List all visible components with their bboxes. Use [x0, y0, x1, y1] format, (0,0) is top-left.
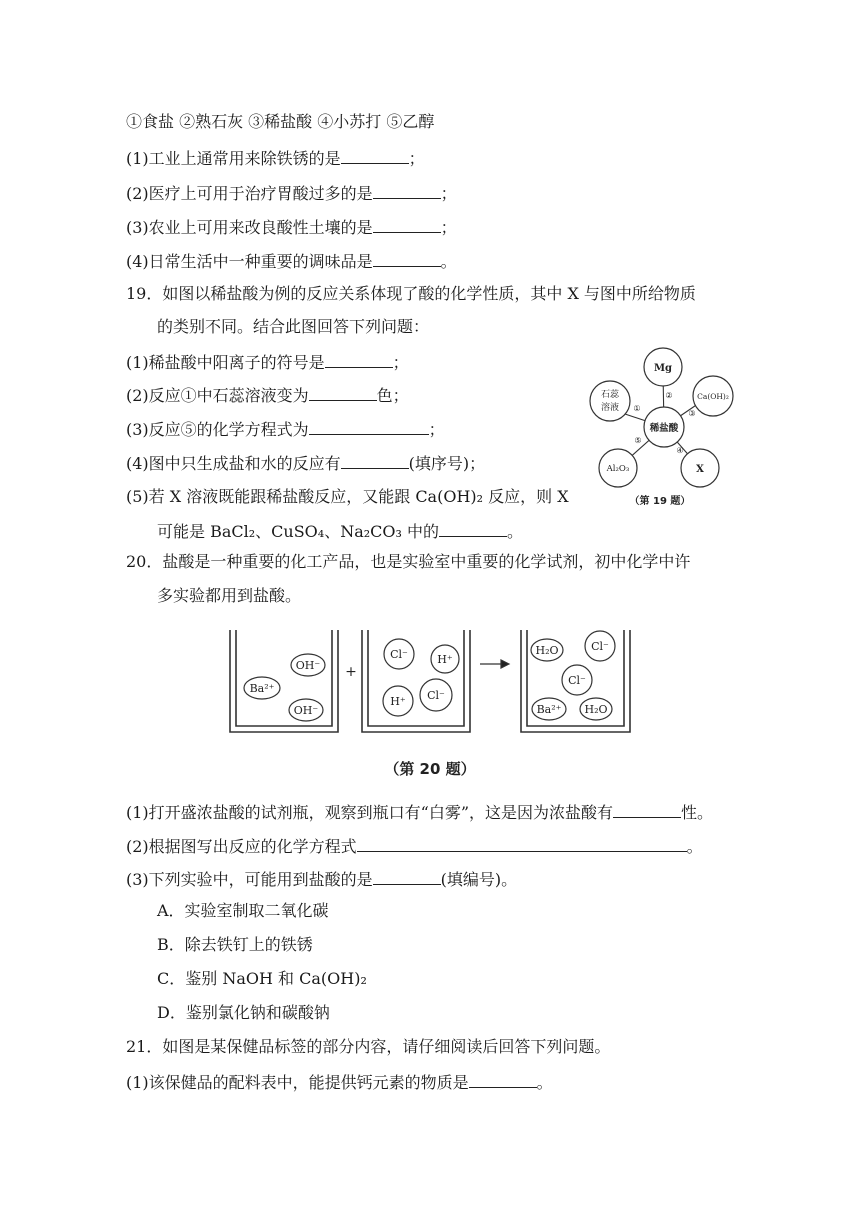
- reaction-number-2: ②: [665, 391, 673, 400]
- q20-part-1: [126, 801, 713, 823]
- beaker-1-outer: [230, 630, 338, 732]
- q19-intro-line-2: 的类别不同。结合此图回答下列问题：: [157, 317, 430, 336]
- q19-intro-line-1: 19．如图以稀盐酸为例的反应关系体现了酸的化学性质，其中 X 与图中所给物质: [126, 284, 696, 303]
- q18-part-4: [126, 250, 457, 272]
- ba-label-product: Ba²⁺: [536, 703, 562, 716]
- q20-3-punct: (填编号)。: [440, 870, 518, 889]
- plus-sign: +: [345, 664, 357, 680]
- cl-label-1: Cl⁻: [390, 648, 408, 661]
- reaction-number-1: ①: [633, 404, 641, 413]
- answer-blank[interactable]: [341, 147, 409, 164]
- q19-2-punct: 色；: [376, 386, 409, 405]
- q20-3-text: (3)下列实验中，可能用到盐酸的是: [126, 870, 373, 889]
- q20-intro-line-2: 多实验都用到盐酸。: [157, 586, 302, 605]
- answer-blank[interactable]: [373, 216, 441, 233]
- h2o-label-1: H₂O: [535, 644, 559, 657]
- q19-part-5-line-1: (5)若 X 溶液既能跟稀盐酸反应，又能跟 Ca(OH)₂ 反应，则 X: [126, 487, 569, 506]
- q19-part-5-line-2: [157, 520, 523, 542]
- q18-3-punct: ；: [440, 218, 457, 237]
- h-label-2: H⁺: [390, 695, 406, 708]
- reaction-number-3: ③: [688, 409, 696, 418]
- q18-part-3: [126, 216, 457, 238]
- q19-part-1: [126, 351, 409, 373]
- q19-3-text: (3)反应⑤的化学方程式为: [126, 420, 309, 439]
- q19-5-text: 可能是 BaCl₂、CuSO₄、Na₂CO₃ 中的: [157, 522, 440, 541]
- oh-label-2: OH⁻: [293, 704, 319, 717]
- oh-label-1: OH⁻: [295, 659, 321, 672]
- figure-20-caption: （第 20 题）: [384, 760, 476, 778]
- answer-blank[interactable]: [325, 351, 393, 368]
- answer-blank[interactable]: [373, 182, 441, 199]
- q18-1-punct: ；: [408, 149, 425, 168]
- q20-part-2: [126, 835, 703, 857]
- q19-4-punct: (填序号)；: [408, 454, 486, 473]
- q19-5-punct: 。: [507, 522, 524, 541]
- q20-option-b: B．除去铁钉上的铁锈: [157, 935, 313, 954]
- q19-1-punct: ；: [392, 353, 409, 372]
- q20-1-punct: 性。: [681, 803, 714, 822]
- h2o-label-2: H₂O: [584, 703, 608, 716]
- q18-4-punct: 。: [440, 252, 457, 271]
- answer-blank[interactable]: [309, 418, 429, 435]
- q18-4-text: (4)日常生活中一种重要的调味品是: [126, 252, 373, 271]
- q19-1-text: (1)稀盐酸中阳离子的符号是: [126, 353, 325, 372]
- al2o3-label: Al₂O₃: [606, 464, 630, 474]
- q20-option-c: C．鉴别 NaOH 和 Ca(OH)₂: [157, 969, 367, 988]
- answer-blank[interactable]: [341, 452, 409, 469]
- q19-4-text: (4)图中只生成盐和水的反应有: [126, 454, 341, 473]
- q18-2-punct: ；: [440, 184, 457, 203]
- q20-option-a: A．实验室制取二氧化碳: [157, 901, 329, 920]
- substance-options: ①食盐 ②熟石灰 ③稀盐酸 ④小苏打 ⑤乙醇: [126, 112, 435, 131]
- beaker-2-outer: [362, 630, 470, 732]
- figure-19-caption: （第 19 题）: [629, 496, 691, 507]
- ion-reaction-diagram: [226, 622, 636, 782]
- q20-1-text: (1)打开盛浓盐酸的试剂瓶，观察到瓶口有“白雾”，这是因为浓盐酸有: [126, 803, 614, 822]
- q20-part-3: [126, 868, 517, 890]
- x-label: X: [696, 464, 704, 475]
- mg-label: Mg: [653, 363, 673, 374]
- cl-label-3: Cl⁻: [591, 640, 609, 653]
- q18-1-text: (1)工业上通常用来除铁锈的是: [126, 149, 341, 168]
- q19-2-text: (2)反应①中石蕊溶液变为: [126, 386, 309, 405]
- q21-part-1: [126, 1071, 553, 1093]
- q19-part-3: [126, 418, 445, 440]
- q21-1-text: (1)该保健品的配料表中，能提供钙元素的物质是: [126, 1073, 469, 1092]
- answer-blank[interactable]: [309, 384, 377, 401]
- q18-part-1: [126, 147, 425, 169]
- beaker-2-inner: [368, 630, 464, 726]
- ba-label: Ba²⁺: [249, 682, 275, 695]
- answer-blank[interactable]: [373, 250, 441, 267]
- q20-option-d: D．鉴别氯化钠和碳酸钠: [157, 1003, 330, 1022]
- q19-part-4: [126, 452, 485, 474]
- q19-3-punct: ；: [428, 420, 445, 439]
- q21-intro: 21．如图是某保健品标签的部分内容，请仔细阅读后回答下列问题。: [126, 1037, 611, 1056]
- litmus-label-2: 溶液: [600, 403, 620, 413]
- reaction-arrow: [480, 660, 509, 668]
- q19-part-2: [126, 384, 409, 406]
- cl-label-2: Cl⁻: [427, 689, 445, 702]
- reaction-number-4: ④: [676, 446, 684, 455]
- q20-2-text: (2)根据图写出反应的化学方程式: [126, 837, 357, 856]
- cl-label-4: Cl⁻: [568, 674, 586, 687]
- q20-intro-line-1: 20．盐酸是一种重要的化工产品，也是实验室中重要的化学试剂，初中化学中许: [126, 552, 691, 571]
- answer-blank[interactable]: [439, 520, 507, 537]
- q18-part-2: [126, 182, 457, 204]
- h-label-1: H⁺: [437, 653, 453, 666]
- caoh-label: Ca(OH)₂: [697, 392, 729, 401]
- q20-2-punct: 。: [686, 837, 703, 856]
- q18-2-text: (2)医疗上可用于治疗胃酸过多的是: [126, 184, 373, 203]
- answer-blank[interactable]: [469, 1071, 537, 1088]
- reaction-number-5: ⑤: [634, 436, 642, 445]
- answer-blank[interactable]: [373, 868, 441, 885]
- q18-3-text: (3)农业上可用来改良酸性土壤的是: [126, 218, 373, 237]
- acid-reaction-diagram: [586, 344, 742, 514]
- answer-blank[interactable]: [357, 835, 687, 852]
- litmus-label-1: 石蕊: [600, 390, 620, 400]
- center-acid-label: 稀盐酸: [649, 423, 679, 434]
- answer-blank[interactable]: [613, 801, 681, 818]
- q21-1-punct: 。: [536, 1073, 553, 1092]
- litmus-node: [590, 381, 630, 421]
